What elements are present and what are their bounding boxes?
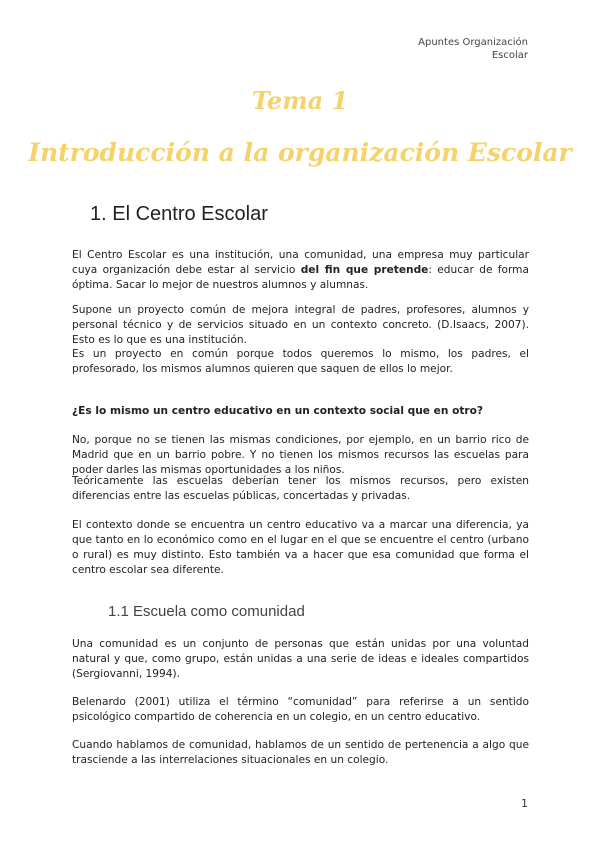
paragraph-1-before: El Centro Escolar es una institución, una comunidad, una empresa muy particular cuya organización debe estar al servicio xyxy=(72,249,529,276)
paragraph-8: Belenardo (2001) utiliza el término “comunidad” para referirse a un sentido psicológico compartido de coherencia en un colegio, en un centro educativo. xyxy=(72,696,529,723)
running-header xyxy=(328,36,528,62)
paragraph-1 xyxy=(72,248,529,293)
paragraph-7: Una comunidad es un conjunto de personas que están unidas por una voluntad natural y que, como grupo, están unidas a una serie de ideas e ideales compartidos (Sergiovanni, 1994). xyxy=(72,638,529,680)
tema-heading: Tema 1 xyxy=(251,86,349,115)
paragraph-6: El contexto donde se encuentra un centro educativo va a marcar una diferencia, ya que tanto en lo económico como en el lugar en el que se encuentre el centro (urbano o rural) es muy distinto. Esto también va a hacer que esa comunidad que forma el centro escolar sea diferente. xyxy=(72,519,529,576)
paragraph-4: No, porque no se tienen las mismas condiciones, por ejemplo, en un barrio rico de Madrid que en un barrio pobre. Y no tienen los mismos recursos las escuelas para poder darles las mismas oportunidades a los niños. xyxy=(72,434,529,476)
running-header-line2: Escolar xyxy=(491,50,528,61)
section-heading xyxy=(90,203,268,226)
paragraph-2: Supone un proyecto común de mejora integral de padres, profesores, alumnos y personal técnico y de servicios situado en un contexto concreto. (D.Isaacs, 2007). Esto es lo que es una institución. xyxy=(72,304,529,346)
paragraph-5: Teóricamente las escuelas deberían tener los mismos recursos, pero existen diferencias entre las escuelas públicas, concertadas y privadas. xyxy=(72,475,529,502)
running-header-line1: Apuntes Organización xyxy=(418,37,528,48)
subsection-heading: 1.1 Escuela como comunidad xyxy=(108,603,305,620)
paragraph-3: Es un proyecto en común porque todos queremos lo mismo, los padres, el profesorado, los mismos alumnos quieren que saquen de ellos lo mejor. xyxy=(72,348,529,375)
paragraph-1-bold: del fin que pretende xyxy=(300,264,429,276)
question-heading: ¿Es lo mismo un centro educativo en un contexto social que en otro? xyxy=(72,405,484,417)
section-number: 1. xyxy=(90,203,107,225)
section-title: El Centro Escolar xyxy=(112,203,268,225)
paragraph-9: Cuando hablamos de comunidad, hablamos de un sentido de pertenencia a algo que trasciende a las interrelaciones situacionales en un colegio. xyxy=(72,739,529,766)
document-title: Introducción a la organización Escolar xyxy=(28,138,572,167)
paragraph-1-after: : educar de forma óptima. Sacar lo mejor de nuestros alumnos y alumnas. xyxy=(72,264,529,291)
page-number: 1 xyxy=(521,797,528,810)
